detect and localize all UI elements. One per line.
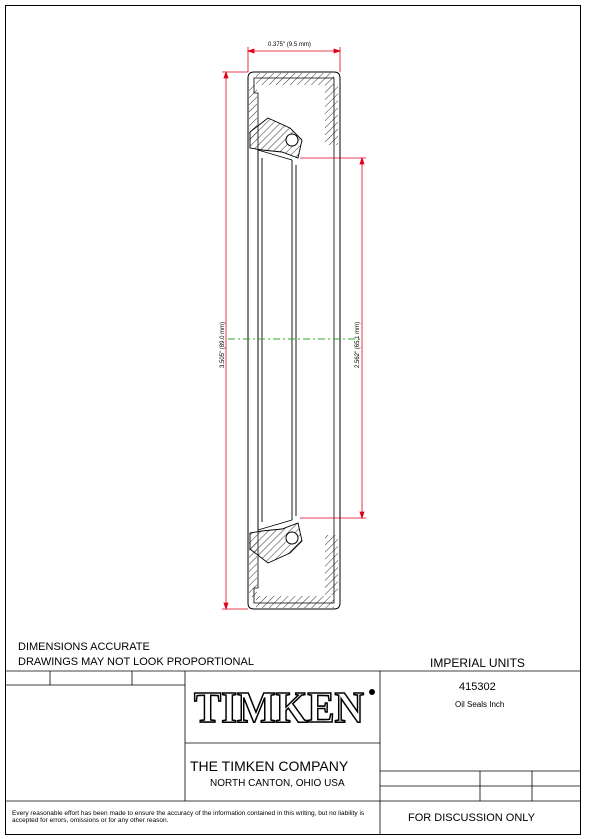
status-label: FOR DISCUSSION ONLY [408, 812, 535, 824]
part-description: Oil Seals Inch [455, 700, 505, 709]
company-name: THE TIMKEN COMPANY [190, 758, 349, 774]
units-label: IMPERIAL UNITS [430, 656, 525, 670]
timken-logo [192, 684, 375, 730]
outer-diameter-label: 3.505" (89.0 mm) [220, 321, 226, 368]
company-location: NORTH CANTON, OHIO USA [210, 778, 345, 789]
seal-bore-lines [258, 150, 296, 530]
inner-diameter-label: 2.562" (65.1 mm) [355, 321, 361, 368]
part-number: 415302 [459, 681, 496, 693]
width-dimension [248, 47, 340, 72]
width-dimension-label: 0.375" (9.5 mm) [268, 42, 311, 48]
note-not-proportional: DRAWINGS MAY NOT LOOK PROPORTIONAL [18, 656, 254, 668]
note-dimensions-accurate: DIMENSIONS ACCURATE [18, 641, 150, 653]
disclaimer-text: Every reasonable effort has been made to ensure the accuracy of the information contained in this writing, but no liability is accepted for errors, omissions or for any other reason. [12, 810, 365, 824]
svg-text:TIMKEN: TIMKEN [194, 684, 365, 730]
